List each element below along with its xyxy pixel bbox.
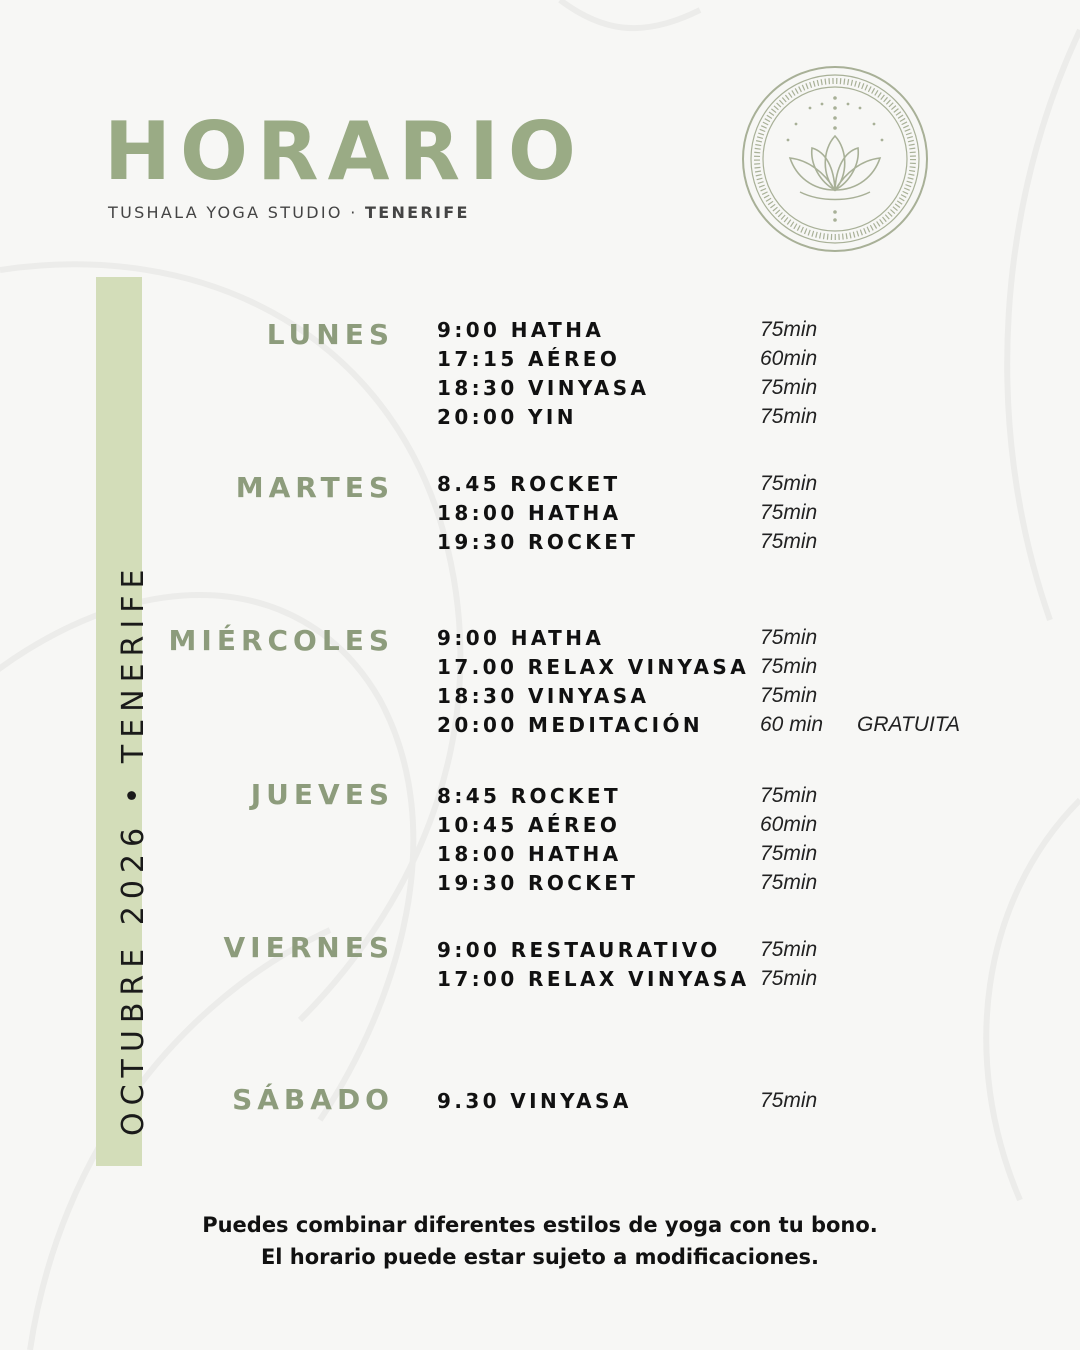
day-label: MIÉRCOLES xyxy=(168,624,394,657)
class-note: GRATUITA xyxy=(857,713,961,736)
class-name: 8:45 ROCKET xyxy=(437,784,621,808)
studio-location: TENERIFE xyxy=(365,203,470,222)
class-name: 9.30 VINYASA xyxy=(437,1089,632,1113)
class-name: 18:30 VINYASA xyxy=(437,684,650,708)
class-duration: 75min xyxy=(760,655,818,678)
page-title: HORARIO xyxy=(104,105,585,198)
class-duration: 75min xyxy=(760,501,818,524)
studio-name: TUSHALA YOGA STUDIO · xyxy=(108,203,358,222)
class-duration: 60min xyxy=(760,813,818,836)
class-name: 8.45 ROCKET xyxy=(437,472,621,496)
class-name: 18:00 HATHA xyxy=(437,501,622,525)
class-name: 19:30 ROCKET xyxy=(437,871,639,895)
class-duration: 75min xyxy=(760,938,818,961)
class-duration: 75min xyxy=(760,684,818,707)
lotus-logo-icon xyxy=(740,64,930,254)
class-duration: 75min xyxy=(760,967,818,990)
class-duration: 75min xyxy=(760,626,818,649)
day-label: JUEVES xyxy=(250,778,394,811)
footer-note-combine: Puedes combinar diferentes estilos de yoga con tu bono. xyxy=(202,1213,878,1237)
class-name: 18:30 VINYASA xyxy=(437,376,650,400)
class-name: 9:00 HATHA xyxy=(437,626,605,650)
class-name: 9:00 RESTAURATIVO xyxy=(437,938,721,962)
class-name: 10:45 AÉREO xyxy=(437,813,621,837)
class-duration: 75min xyxy=(760,1089,818,1112)
class-duration: 60 min xyxy=(760,713,824,736)
day-label: SÁBADO xyxy=(232,1083,394,1116)
class-duration: 75min xyxy=(760,842,818,865)
day-label: VIERNES xyxy=(223,931,394,964)
class-duration: 75min xyxy=(760,530,818,553)
class-duration: 75min xyxy=(760,472,818,495)
class-duration: 75min xyxy=(760,318,818,341)
class-duration: 60min xyxy=(760,347,818,370)
class-duration: 75min xyxy=(760,784,818,807)
class-name: 19:30 ROCKET xyxy=(437,530,639,554)
class-name: 9:00 HATHA xyxy=(437,318,605,342)
day-label: MARTES xyxy=(235,471,394,504)
class-duration: 75min xyxy=(760,871,818,894)
class-name: 17:00 RELAX VINYASA xyxy=(437,967,750,991)
class-name: 18:00 HATHA xyxy=(437,842,622,866)
day-label: LUNES xyxy=(266,318,394,351)
footer-note-changes: El horario puede estar sujeto a modificaciones. xyxy=(260,1245,820,1269)
class-name: 17:15 AÉREO xyxy=(437,347,621,371)
class-duration: 75min xyxy=(760,376,818,399)
class-duration: 75min xyxy=(760,405,818,428)
class-name: 20:00 MEDITACIÓN xyxy=(437,713,704,737)
class-name: 20:00 YIN xyxy=(437,405,577,429)
month-sidebar-label: OCTUBRE 2026 • TENERIFE xyxy=(116,562,151,1136)
studio-subtitle xyxy=(108,203,470,222)
class-name: 17.00 RELAX VINYASA xyxy=(437,655,750,679)
